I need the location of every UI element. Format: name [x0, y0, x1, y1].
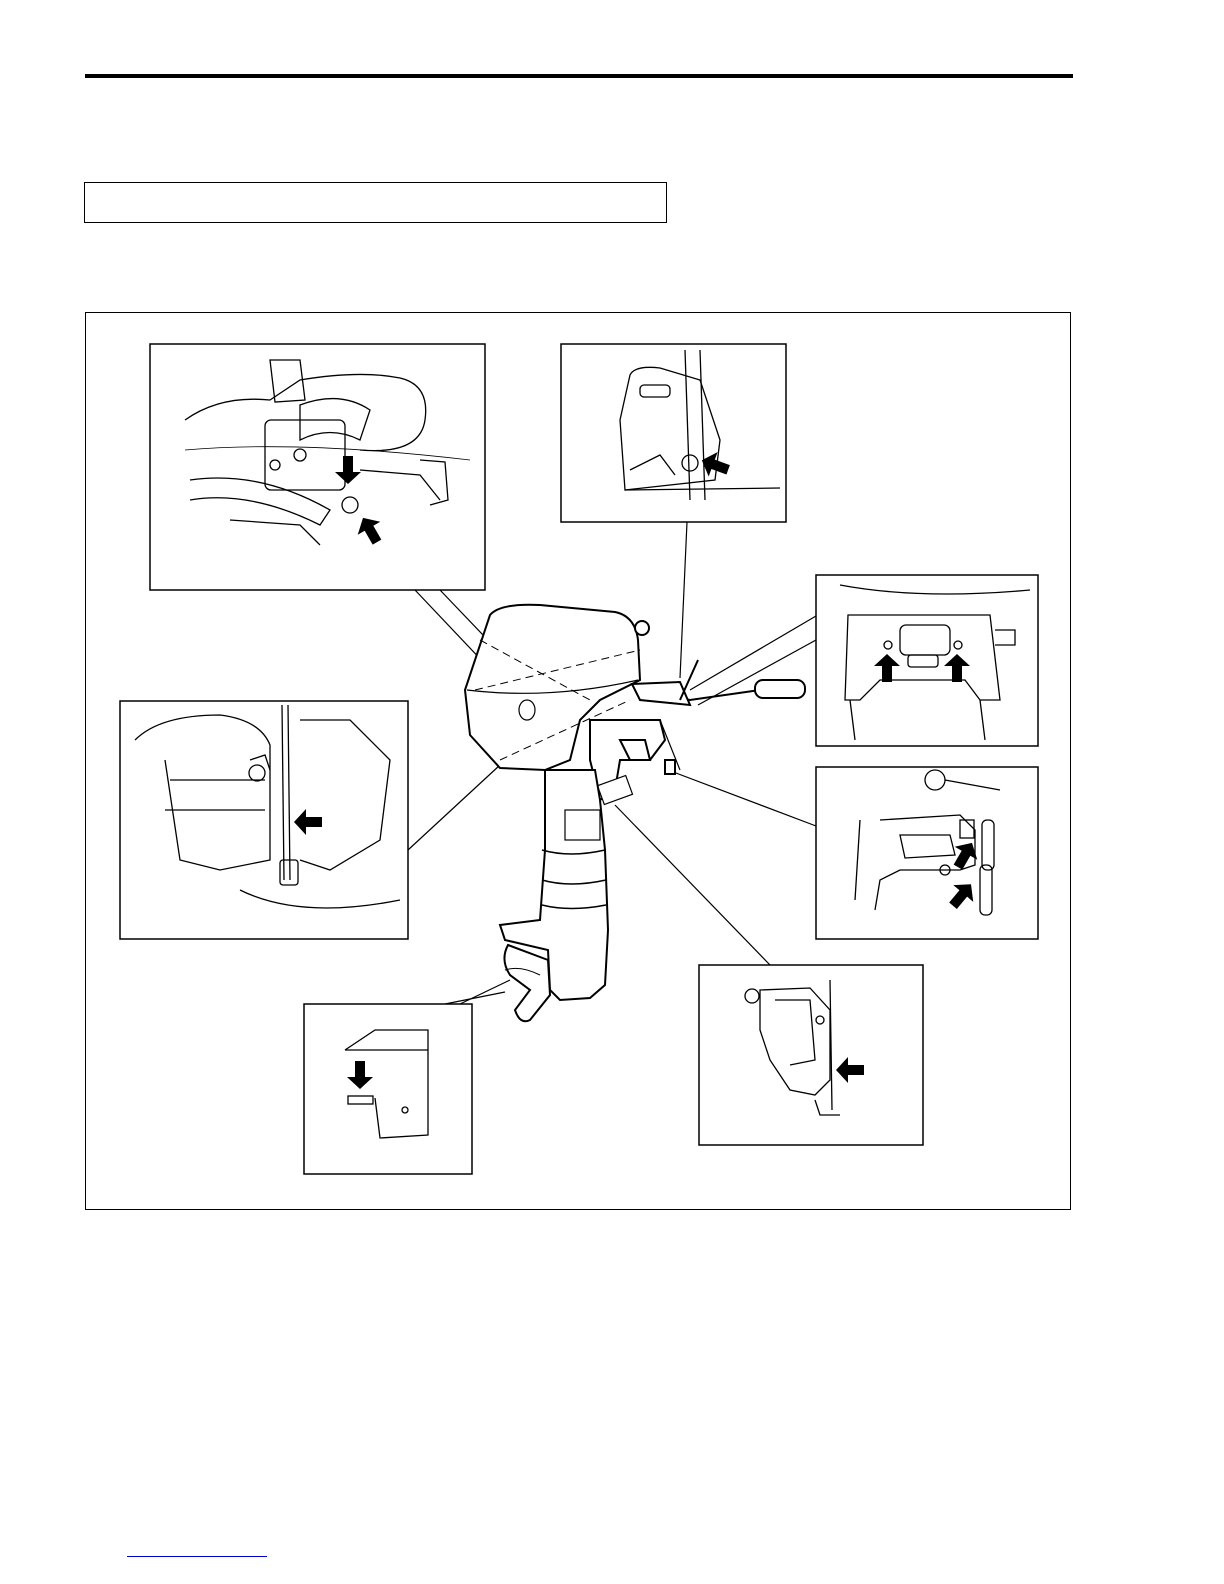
carburetor-detail	[150, 344, 485, 590]
clamp-bracket-detail	[816, 575, 1038, 746]
throttle-cable-detail	[561, 344, 786, 522]
clamp-screw-detail	[816, 767, 1038, 939]
shift-lever-detail	[699, 965, 923, 1145]
outboard-motor	[465, 605, 805, 1022]
gearcase-detail	[304, 1004, 472, 1174]
starter-cable-detail	[120, 701, 408, 939]
